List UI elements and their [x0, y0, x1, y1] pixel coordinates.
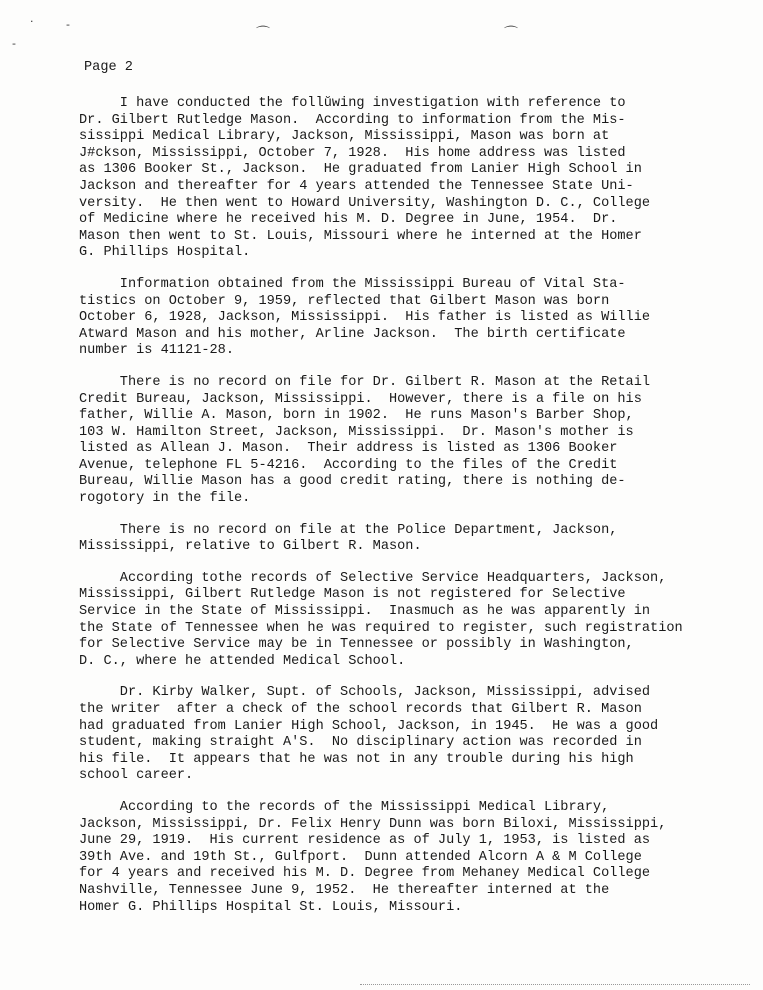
text-line: Nashville, Tennessee June 9, 1952. He thereafter interned at the	[79, 882, 610, 898]
text-line: of Medicine where he received his M. D. Degree in June, 1954. Dr.	[79, 212, 618, 228]
text-line: J#ckson, Mississippi, October 7, 1928. His home address was listed	[79, 145, 626, 161]
text-line: D. C., where he attended Medical School.	[79, 653, 406, 669]
text-line: Information obtained from the Mississippi Bureau of Vital Sta-	[79, 276, 626, 292]
paragraph-4	[79, 523, 749, 556]
paragraph-5	[79, 571, 749, 671]
text-line: for 4 years and received his M. D. Degree from Mehaney Medical College	[79, 866, 651, 882]
text-line: 39th Ave. and 19th St., Gulfport. Dunn attended Alcorn A & M College	[79, 849, 642, 865]
text-line: According to the records of the Mississippi Medical Library,	[79, 799, 610, 815]
text-line: the State of Tennessee when he was required to register, such registration	[79, 620, 683, 636]
text-line: 103 W. Hamilton Street, Jackson, Mississippi. Dr. Mason's mother is	[79, 424, 634, 440]
text-line: father, Willie A. Mason, born in 1902. He runs Mason's Barber Shop,	[79, 408, 634, 424]
text-line: school career.	[79, 768, 194, 784]
text-line: Dr. Kirby Walker, Supt. of Schools, Jackson, Mississippi, advised	[79, 685, 651, 701]
text-line: rogotory in the file.	[79, 491, 251, 507]
text-line: number is 41121-28.	[79, 343, 234, 359]
text-line: Avenue, telephone FL 5-4216. According to the files of the Credit	[79, 457, 618, 473]
text-line: tistics on October 9, 1959, reflected that Gilbert Mason was born	[79, 293, 610, 309]
text-line: According tothe records of Selective Service Headquarters, Jackson,	[79, 570, 667, 586]
scan-mark-dash-left: -	[12, 37, 16, 50]
paragraph-3	[79, 375, 749, 508]
text-line: the writer after a check of the school records that Gilbert R. Mason	[79, 702, 642, 717]
text-line: listed as Allean J. Mason. Their address is listed as 1306 Booker	[79, 441, 618, 457]
text-line: Atward Mason and his mother, Arline Jackson. The birth certificate	[79, 326, 626, 342]
text-line: I have conducted the follŭwing investigation with reference to	[79, 96, 626, 111]
text-line: Mississippi, Gilbert Rutledge Mason is not registered for Selective	[79, 587, 626, 603]
text-line: had graduated from Lanier High School, Jackson, in 1945. He was a good	[79, 718, 659, 734]
letter-body	[79, 96, 749, 931]
text-line: Service in the State of Mississippi. Inasmuch as he was apparently in	[79, 604, 651, 620]
text-line: Jackson, Mississippi, Dr. Felix Henry Dunn was born Biloxi, Mississippi,	[79, 816, 667, 832]
text-line: There is no record on file at the Police Department, Jackson,	[79, 522, 618, 538]
scan-mark-dot: ·	[30, 15, 34, 28]
scan-edge-noise	[360, 984, 750, 987]
text-line: as 1306 Booker St., Jackson. He graduated from Lanier High School in	[79, 162, 642, 178]
text-line: Dr. Gilbert Rutledge Mason. According to information from the Mis-	[79, 112, 626, 128]
text-line: Jackson and thereafter for 4 years attended the Tennessee State Uni-	[79, 178, 634, 194]
text-line: sissippi Medical Library, Jackson, Mississippi, Mason was born at	[79, 129, 610, 145]
text-line: for Selective Service may be in Tennessee or possibly in Washington,	[79, 637, 634, 653]
text-line: his file. It appears that he was not in any trouble during his high	[79, 751, 634, 767]
punch-mark-left: ⌒	[256, 26, 270, 42]
scan-mark-dash: -	[66, 18, 70, 31]
text-line: versity. He then went to Howard University, Washington D. C., College	[79, 195, 651, 211]
text-line: Mississippi, relative to Gilbert R. Mason.	[79, 539, 422, 555]
text-line: G. Phillips Hospital.	[79, 245, 251, 261]
text-line: Mason then went to St. Louis, Missouri where he interned at the Homer	[79, 228, 642, 244]
text-line: Credit Bureau, Jackson, Mississippi. However, there is a file on his	[79, 391, 642, 407]
text-line: There is no record on file for Dr. Gilbert R. Mason at the Retail	[79, 374, 651, 390]
paragraph-6	[79, 685, 749, 785]
paragraph-7	[79, 800, 749, 916]
paragraph-1	[79, 96, 749, 262]
page-number: Page 2	[84, 60, 133, 75]
punch-mark-right: ⌒	[504, 26, 518, 42]
text-line: student, making straight A'S. No disciplinary action was recorded in	[79, 735, 642, 751]
text-line: October 6, 1928, Jackson, Mississippi. His father is listed as Willie	[79, 310, 651, 326]
text-line: Bureau, Willie Mason has a good credit rating, there is nothing de-	[79, 474, 626, 490]
text-line: Homer G. Phillips Hospital St. Louis, Missouri.	[79, 899, 463, 915]
text-line: June 29, 1919. His current residence as of July 1, 1953, is listed as	[79, 833, 651, 849]
paragraph-2	[79, 277, 749, 360]
